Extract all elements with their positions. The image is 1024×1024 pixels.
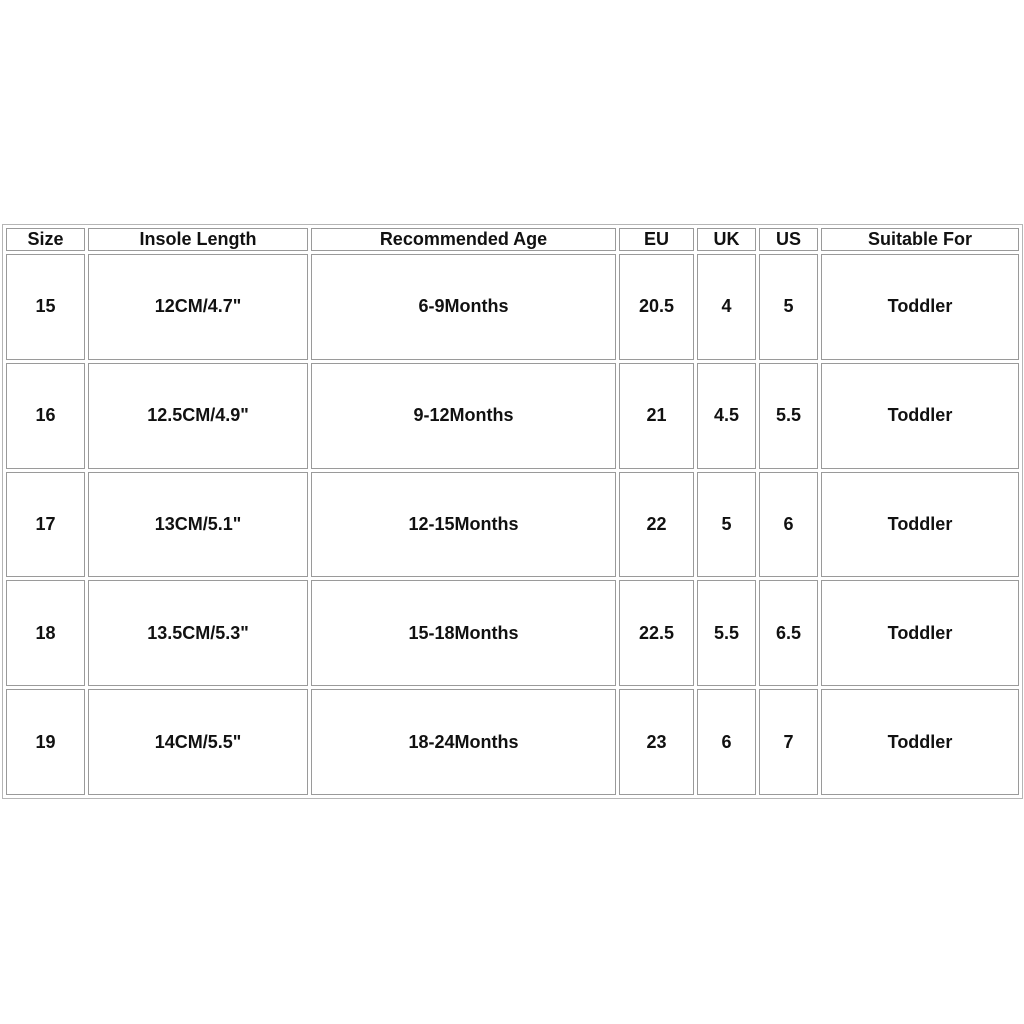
insole-length-cell: 12CM/4.7" bbox=[88, 254, 308, 360]
table-row bbox=[6, 363, 1019, 469]
column-header-eu: EU bbox=[619, 228, 694, 251]
us-size-cell: 5.5 bbox=[759, 363, 818, 469]
uk-size-cell: 5.5 bbox=[697, 580, 756, 686]
size-cell: 18 bbox=[6, 580, 85, 686]
suitable-for-cell: Toddler bbox=[821, 689, 1019, 795]
uk-size-cell: 5 bbox=[697, 472, 756, 578]
recommended-age-cell: 6-9Months bbox=[311, 254, 616, 360]
eu-size-cell: 22 bbox=[619, 472, 694, 578]
column-header-uk: UK bbox=[697, 228, 756, 251]
header-row bbox=[6, 228, 1019, 251]
suitable-for-cell: Toddler bbox=[821, 363, 1019, 469]
recommended-age-cell: 18-24Months bbox=[311, 689, 616, 795]
uk-size-cell: 4.5 bbox=[697, 363, 756, 469]
us-size-cell: 7 bbox=[759, 689, 818, 795]
table-row bbox=[6, 254, 1019, 360]
uk-size-cell: 4 bbox=[697, 254, 756, 360]
eu-size-cell: 21 bbox=[619, 363, 694, 469]
recommended-age-cell: 9-12Months bbox=[311, 363, 616, 469]
size-chart-table bbox=[2, 224, 1023, 799]
insole-length-cell: 13.5CM/5.3" bbox=[88, 580, 308, 686]
recommended-age-cell: 12-15Months bbox=[311, 472, 616, 578]
uk-size-cell: 6 bbox=[697, 689, 756, 795]
recommended-age-cell: 15-18Months bbox=[311, 580, 616, 686]
eu-size-cell: 23 bbox=[619, 689, 694, 795]
insole-length-cell: 12.5CM/4.9" bbox=[88, 363, 308, 469]
size-cell: 17 bbox=[6, 472, 85, 578]
column-header-insole-length: Insole Length bbox=[88, 228, 308, 251]
size-cell: 15 bbox=[6, 254, 85, 360]
suitable-for-cell: Toddler bbox=[821, 254, 1019, 360]
suitable-for-cell: Toddler bbox=[821, 472, 1019, 578]
table-row bbox=[6, 689, 1019, 795]
column-header-recommended-age: Recommended Age bbox=[311, 228, 616, 251]
eu-size-cell: 20.5 bbox=[619, 254, 694, 360]
us-size-cell: 6.5 bbox=[759, 580, 818, 686]
size-cell: 16 bbox=[6, 363, 85, 469]
us-size-cell: 5 bbox=[759, 254, 818, 360]
insole-length-cell: 14CM/5.5" bbox=[88, 689, 308, 795]
table-row bbox=[6, 580, 1019, 686]
column-header-suitable-for: Suitable For bbox=[821, 228, 1019, 251]
insole-length-cell: 13CM/5.1" bbox=[88, 472, 308, 578]
column-header-size: Size bbox=[6, 228, 85, 251]
us-size-cell: 6 bbox=[759, 472, 818, 578]
eu-size-cell: 22.5 bbox=[619, 580, 694, 686]
size-cell: 19 bbox=[6, 689, 85, 795]
column-header-us: US bbox=[759, 228, 818, 251]
suitable-for-cell: Toddler bbox=[821, 580, 1019, 686]
table-row bbox=[6, 472, 1019, 578]
